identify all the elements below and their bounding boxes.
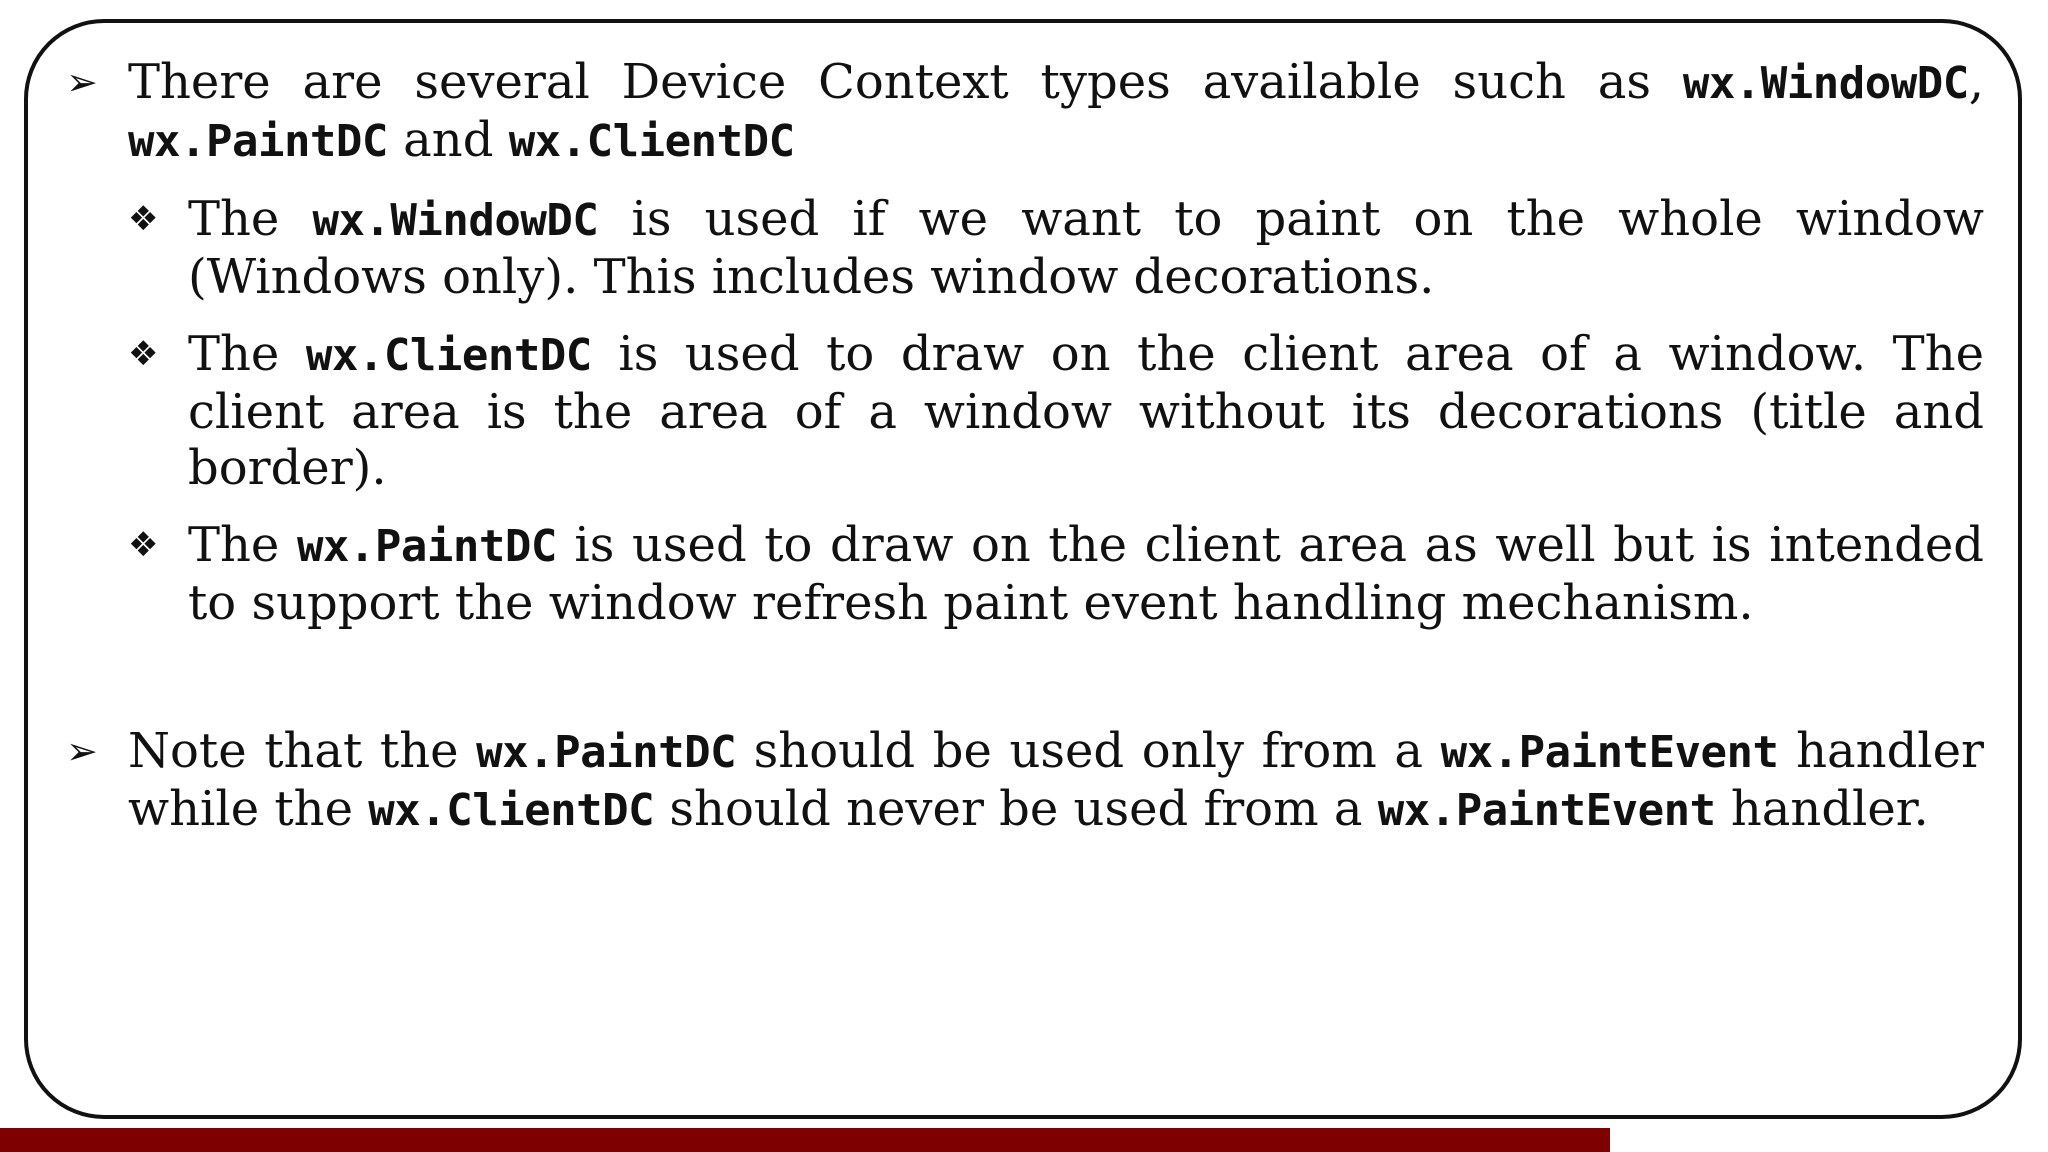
sub-bullet-paint-dc (128, 517, 1984, 631)
bullet-text: Note that the (128, 723, 477, 779)
code-paint-dc: wx.PaintDC (476, 727, 737, 778)
bullet-paint-event-note (66, 723, 1984, 839)
bullet-text: handler. (1715, 781, 1929, 837)
code-window-dc: wx.WindowDC (1682, 58, 1969, 109)
footer-bar (0, 1128, 1610, 1152)
code-window-dc: wx.WindowDC (312, 195, 599, 246)
diamond-bullet-icon: ❖ (128, 525, 159, 565)
sub-bullet-client-dc (128, 326, 1984, 496)
sub-bullet-text: is used if we want to paint on the whole window (Windows only). This includes window decorations. (188, 191, 1984, 305)
sub-bullet-text: is used to draw on the client area of a window. The client area is the area of a window without its decorations (title and border). (188, 326, 1985, 496)
code-paint-dc: wx.PaintDC (296, 521, 557, 572)
bullet-text: should be used only from a (736, 723, 1441, 779)
arrow-bullet-icon: ➢ (66, 60, 98, 104)
bullet-text: should never be used from a (654, 781, 1378, 837)
spacer (66, 631, 1984, 723)
slide-content (66, 54, 1984, 839)
sub-bullet-text: The (188, 326, 306, 382)
code-client-dc: wx.ClientDC (508, 116, 795, 167)
bullet-text: handler while the (128, 723, 1985, 837)
bullet-text: There are several Device Context types available such as (128, 54, 1683, 110)
code-paint-dc: wx.PaintDC (128, 116, 388, 167)
bullet-text: , (1968, 54, 1984, 110)
sub-bullet-text: The (188, 191, 313, 247)
diamond-bullet-icon: ❖ (128, 334, 159, 374)
code-paint-event: wx.PaintEvent (1440, 727, 1779, 778)
sub-bullet-window-dc (128, 191, 1984, 305)
sub-bullet-text: The (188, 517, 297, 573)
code-client-dc: wx.ClientDC (368, 785, 655, 836)
sub-bullet-text: is used to draw on the client area as well but is intended to support the window refresh paint event handling mechanism. (188, 517, 1985, 631)
code-client-dc: wx.ClientDC (305, 330, 592, 381)
bullet-device-context-types (66, 54, 1984, 170)
bullet-text: and (387, 112, 509, 168)
diamond-bullet-icon: ❖ (128, 199, 159, 239)
arrow-bullet-icon: ➢ (66, 729, 98, 773)
code-paint-event: wx.PaintEvent (1377, 785, 1716, 836)
